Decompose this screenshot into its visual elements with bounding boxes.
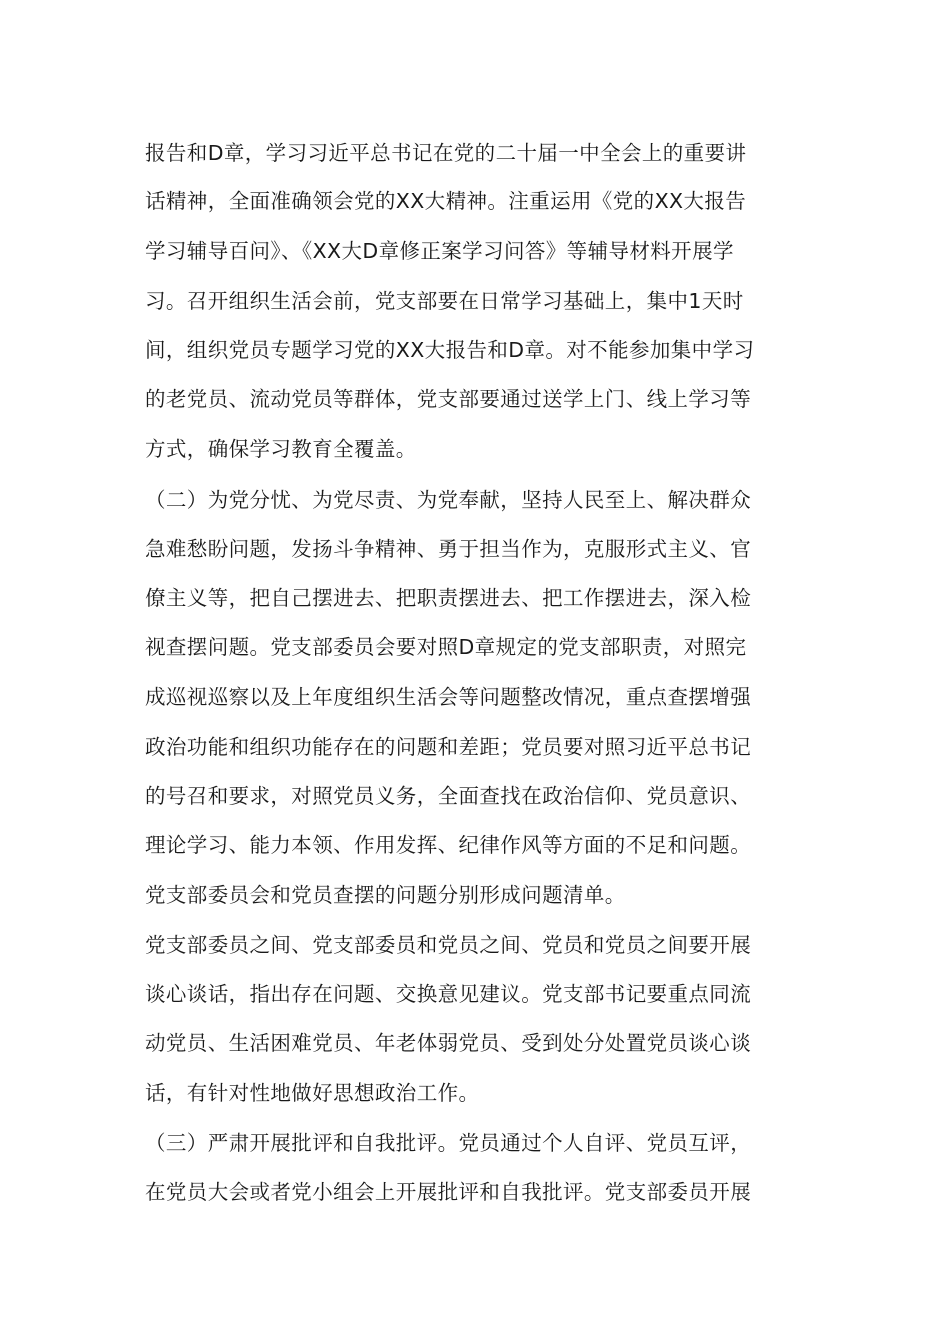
text-line: 的老党员、流动党员等群体，党支部要通过送学上门、线上学习等	[145, 387, 752, 411]
text-line: 报告和D章，学习习近平总书记在党的二十届一中全会上的重要讲	[145, 141, 747, 165]
text-line: （三）严肃开展批评和自我批评。党员通过个人自评、党员互评，	[145, 1131, 752, 1155]
text-line: 党支部委员会和党员查摆的问题分别形成问题清单。	[145, 883, 626, 907]
text-line: 动党员、生活困难党员、年老体弱党员、受到处分处置党员谈心谈	[145, 1031, 752, 1055]
text-line: 僚主义等，把自己摆进去、把职责摆进去、把工作摆进去，深入检	[145, 586, 752, 610]
text-line: 谈心谈话，指出存在问题、交换意见建议。党支部书记要重点同流	[145, 982, 752, 1006]
text-line: 政治功能和组织功能存在的问题和差距；党员要对照习近平总书记	[145, 735, 752, 759]
text-line: 学习辅导百问》、《XX大D章修正案学习问答》等辅导材料开展学	[145, 239, 734, 263]
text-line: 理论学习、能力本领、作用发挥、纪律作风等方面的不足和问题。	[145, 833, 752, 857]
text-line: （二）为党分忧、为党尽责、为党奉献，坚持人民至上、解决群众	[145, 488, 752, 512]
text-line: 方式，确保学习教育全覆盖。	[145, 437, 417, 461]
text-line: 党支部委员之间、党支部委员和党员之间、党员和党员之间要开展	[145, 933, 752, 957]
text-line: 话，有针对性地做好思想政治工作。	[145, 1081, 480, 1105]
text-line: 视查摆问题。党支部委员会要对照D章规定的党支部职责，对照完	[145, 635, 747, 659]
text-line: 话精神，全面准确领会党的XX大精神。注重运用《党的XX大报告	[145, 189, 747, 213]
text-line: 的号召和要求，对照党员义务，全面查找在政治信仰、党员意识、	[145, 784, 752, 808]
text-line: 间，组织党员专题学习党的XX大报告和D章。对不能参加集中学习	[145, 338, 755, 362]
text-line: 习。召开组织生活会前，党支部要在日常学习基础上，集中1天时	[145, 289, 744, 313]
text-line: 在党员大会或者党小组会上开展批评和自我批评。党支部委员开展	[145, 1180, 752, 1204]
text-line: 急难愁盼问题，发扬斗争精神、勇于担当作为，克服形式主义、官	[145, 537, 752, 561]
text-line: 成巡视巡察以及上年度组织生活会等问题整改情况，重点查摆增强	[145, 685, 752, 709]
